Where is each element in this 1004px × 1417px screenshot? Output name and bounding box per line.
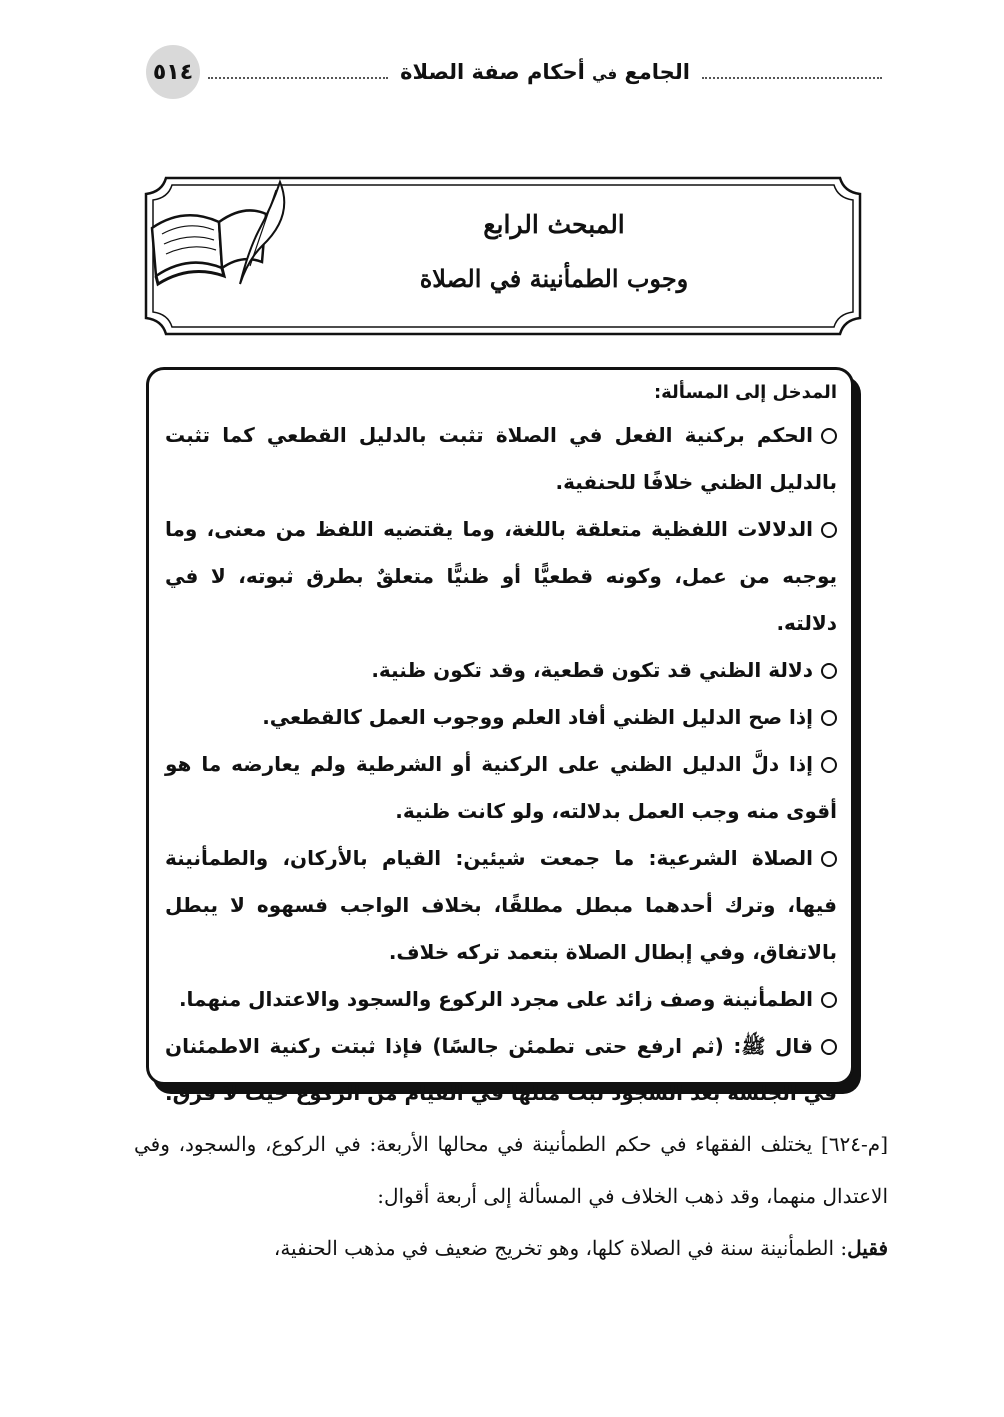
running-header bbox=[140, 42, 890, 102]
summary-point-text: الطمأنينة وصف زائد على مجرد الركوع والسجود والاعتدال منهما. bbox=[178, 987, 813, 1011]
summary-heading: المدخل إلى المسألة: bbox=[653, 382, 837, 403]
circle-bullet-icon bbox=[821, 428, 837, 444]
summary-point bbox=[165, 741, 837, 835]
body-paragraph: [م-٦٢٤] يختلف الفقهاء في حكم الطمأنينة في محالها الأربعة: في الركوع، والسجود، وفي الاعتدال منهما، وقد ذهب الخلاف في المسألة إلى أربعة أقوال: bbox=[134, 1132, 888, 1208]
summary-point-text: دلالة الظني قد تكون قطعية، وقد تكون ظنية. bbox=[371, 658, 813, 682]
summary-point-text: الصلاة الشرعية: ما جمعت شيئين: القيام بالأركان، والطمأنينة فيها، وترك أحدهما مبطل مطلقًا، بخلاف الواجب فسهوه لا يبطل بالاتفاق، وفي إبطال الصلاة بتعمد تركه خلاف. bbox=[165, 846, 837, 964]
circle-bullet-icon bbox=[821, 757, 837, 773]
body-text bbox=[134, 1118, 888, 1274]
summary-point-text: قال ﷺ: (ثم ارفع حتى تطمئن جالسًا) فإذا ثبتت ركنية الاطمئنان في الجلسة بعد السجود ثبت مثلها في القيام من الركوع حيث لا فرق. bbox=[165, 1034, 837, 1105]
summary-point bbox=[165, 694, 837, 741]
summary-point-text: الدلالات اللفظية متعلقة باللغة، وما يقتضيه اللفظ من معنى، وما يوجبه من عمل، وكونه قطعيًّا أو ظنيًّا متعلقٌ بطرق ثبوته، لا في دلالته. bbox=[165, 517, 837, 635]
summary-point-text: الحكم بركنية الفعل في الصلاة تثبت بالدليل القطعي كما تثبت بالدليل الظني خلافًا للحنفية. bbox=[165, 423, 837, 494]
open-book-quill-icon bbox=[144, 176, 294, 291]
chapter-title: المبحث الرابع bbox=[483, 210, 625, 239]
summary-point bbox=[165, 976, 837, 1023]
summary-point bbox=[165, 506, 837, 647]
book-title-part1: الجامع bbox=[624, 60, 690, 84]
circle-bullet-icon bbox=[821, 992, 837, 1008]
summary-point-text: إذا صح الدليل الظني أفاد العلم ووجوب العمل كالقطعي. bbox=[262, 705, 813, 729]
summary-point-text: إذا دلَّ الدليل الظني على الركنية أو الشرطية ولم يعارضه ما هو أقوى منه وجب العمل بدلالته، ولو كانت ظنية. bbox=[165, 752, 837, 823]
chapter-subtitle: وجوب الطمأنينة في الصلاة bbox=[419, 264, 689, 293]
header-dots-right bbox=[208, 77, 388, 79]
header-dots-left bbox=[702, 77, 882, 79]
book-title-part3: أحكام صفة الصلاة bbox=[400, 60, 585, 84]
circle-bullet-icon bbox=[821, 710, 837, 726]
circle-bullet-icon bbox=[821, 1039, 837, 1055]
summary-point bbox=[165, 412, 837, 506]
book-title bbox=[396, 60, 694, 84]
circle-bullet-icon bbox=[821, 522, 837, 538]
circle-bullet-icon bbox=[821, 851, 837, 867]
body-paragraph bbox=[134, 1222, 888, 1274]
book-title-part2: في bbox=[592, 65, 618, 83]
chapter-frame bbox=[144, 176, 862, 336]
circle-bullet-icon bbox=[821, 663, 837, 679]
summary-points bbox=[165, 412, 837, 1117]
page-number: ٥١٤ bbox=[146, 45, 200, 99]
summary-point bbox=[165, 647, 837, 694]
summary-box bbox=[146, 367, 854, 1105]
opinion-label: فقيل bbox=[847, 1236, 888, 1260]
summary-point bbox=[165, 1023, 837, 1117]
summary-point bbox=[165, 835, 837, 976]
opinion-text: : الطمأنينة سنة في الصلاة كلها، وهو تخريج ضعيف في مذهب الحنفية، bbox=[273, 1236, 848, 1260]
